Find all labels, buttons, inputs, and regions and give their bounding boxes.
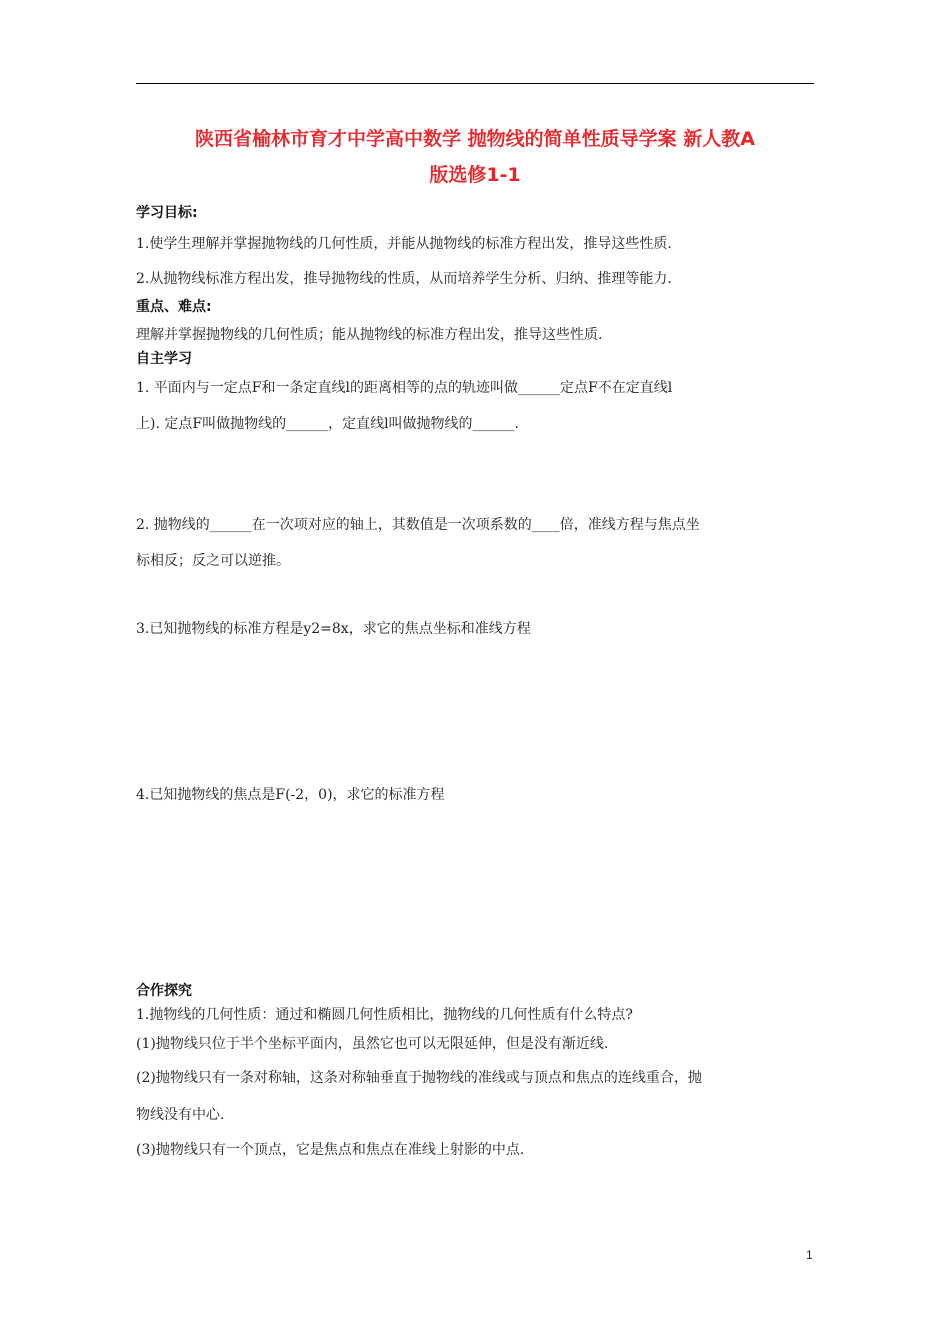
objective-item-1: 1.使学生理解并掌握抛物线的几何性质，并能从抛物线的标准方程出发，推导这些性质. (136, 236, 672, 252)
cooperation-line-4: (3)抛物线只有一个顶点，它是焦点和焦点在准线上射影的中点. (136, 1142, 525, 1158)
cooperation-heading: 合作探究 (136, 983, 192, 999)
cooperation-line-3a: (2)抛物线只有一条对称轴，这条对称轴垂直于抛物线的准线或与顶点和焦点的连线重合，抛 (136, 1070, 702, 1086)
key-points-heading: 重点、难点: (136, 299, 212, 315)
question-1-line-2: 上). 定点F叫做抛物线的______，定直线l叫做抛物线的______. (136, 416, 520, 432)
self-study-heading: 自主学习 (136, 351, 192, 367)
objective-item-2: 2.从抛物线标准方程出发，推导抛物线的性质，从而培养学生分析、归纳、推理等能力. (136, 271, 672, 287)
page-title-line2: 版选修1-1 (429, 164, 521, 186)
page-number: 1 (806, 1248, 813, 1262)
key-points-text: 理解并掌握抛物线的几何性质；能从抛物线的标准方程出发，推导这些性质. (136, 327, 603, 343)
cooperation-line-2: (1)抛物线只位于半个坐标平面内，虽然它也可以无限延伸，但是没有渐近线. (136, 1036, 609, 1052)
question-2-line-1: 2. 抛物线的______在一次项对应的轴上，其数值是一次项系数的____倍，准线方程与焦点坐 (136, 517, 700, 533)
cooperation-line-1: 1.抛物线的几何性质：通过和椭圆几何性质相比，抛物线的几何性质有什么特点? (136, 1007, 633, 1023)
question-2-line-2: 标相反；反之可以逆推。 (136, 553, 290, 569)
cooperation-line-3b: 物线没有中心. (136, 1107, 225, 1123)
page-title-line1: 陕西省榆林市育才中学高中数学 抛物线的简单性质导学案 新人教A (195, 128, 755, 150)
question-1-line-1: 1. 平面内与一定点F和一条定直线l的距离相等的点的轨迹叫做______定点F不在定直线l (136, 380, 673, 396)
question-4: 4.已知抛物线的焦点是F(-2，0)，求它的标准方程 (136, 787, 445, 803)
objectives-heading: 学习目标: (136, 205, 198, 221)
question-3: 3.已知抛物线的标准方程是y2=8x，求它的焦点坐标和准线方程 (136, 621, 531, 637)
header-rule (136, 83, 814, 84)
